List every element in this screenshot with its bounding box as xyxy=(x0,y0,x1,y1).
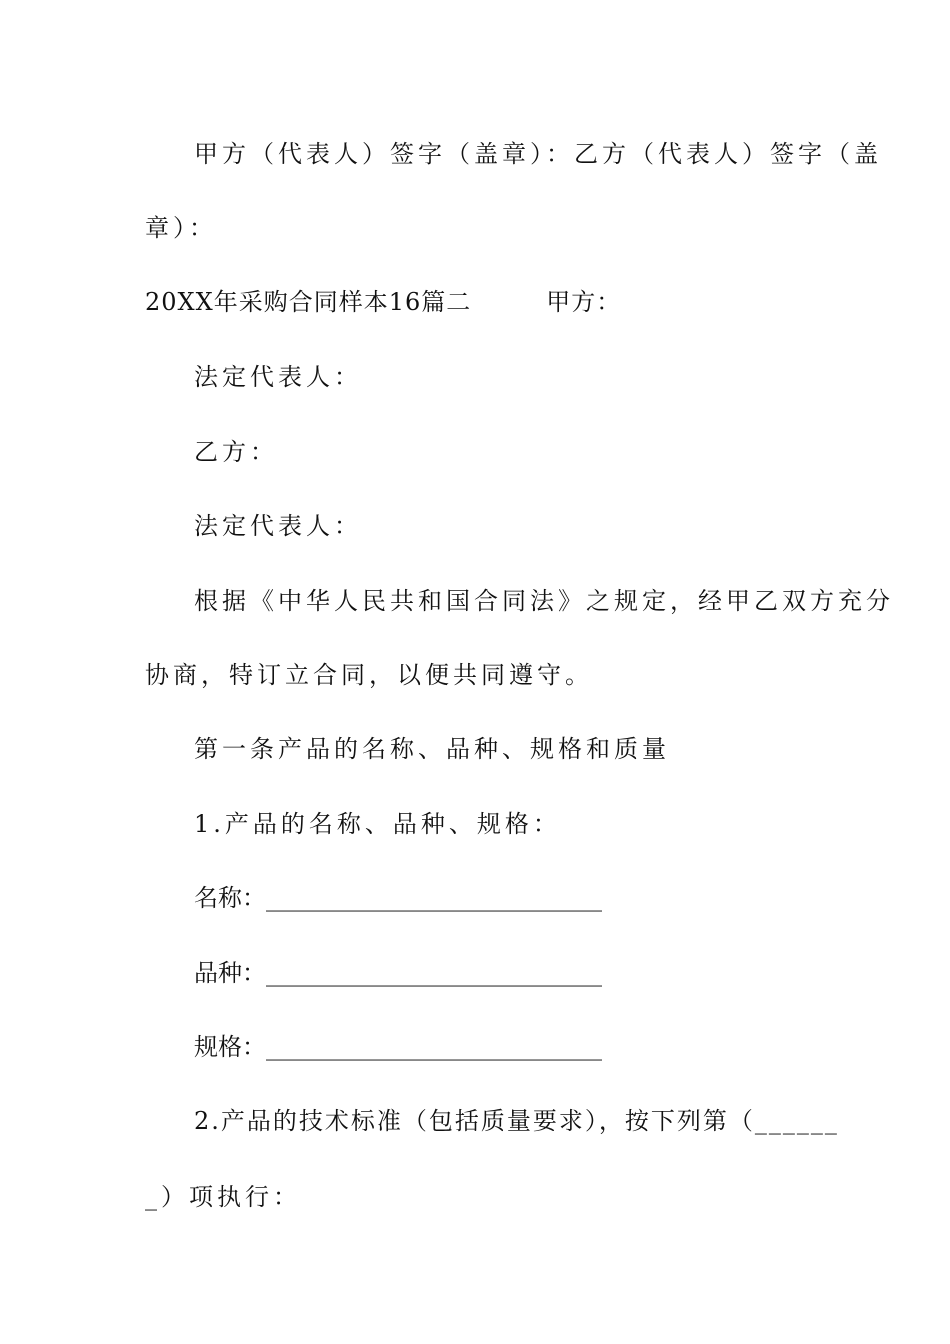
spec-field-line: 规格：____________________________ xyxy=(194,1033,602,1061)
preamble-line-2: 协商，特订立合同，以便共同遵守。 xyxy=(145,661,593,689)
signature-line-1: 甲方（代表人）签字（盖章）：乙方（代表人）签字（盖 xyxy=(194,140,882,168)
article-one-heading: 第一条产品的名称、品种、规格和质量 xyxy=(194,735,670,763)
party-b-representative: 法定代表人： xyxy=(194,512,362,540)
preamble-line-1: 根据《中华人民共和国合同法》之规定，经甲乙双方充分 xyxy=(194,587,894,615)
signature-line-2: 章）： xyxy=(145,214,217,242)
party-b: 乙方： xyxy=(194,438,278,466)
party-a-representative: 法定代表人： xyxy=(194,363,362,391)
variety-field-line: 品种：____________________________ xyxy=(194,959,602,987)
name-field-line: 名称：____________________________ xyxy=(194,884,602,912)
item-2-line-2: _）项执行： xyxy=(145,1183,301,1211)
section-heading: 20XX年采购合同样本16篇二 甲方： xyxy=(145,288,622,316)
item-1-heading: 1.产品的名称、品种、规格： xyxy=(194,810,561,838)
item-2-line-1: 2.产品的技术标准（包括质量要求），按下列第（______ xyxy=(194,1107,839,1135)
